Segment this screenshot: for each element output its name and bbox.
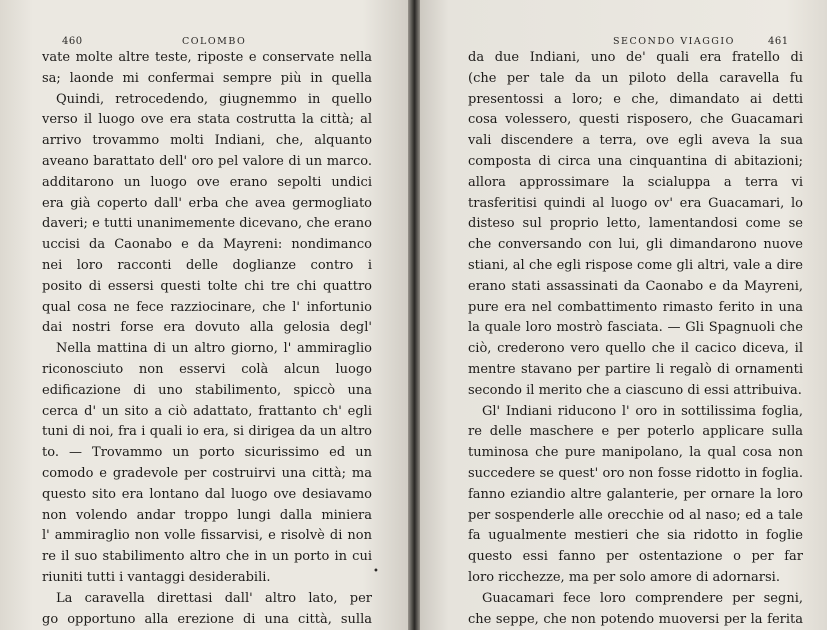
text-line: cerca d' un sito a ciò adattato, frattanto ch' egli: [42, 403, 372, 419]
text-line: trasferitisi quindi al luogo ov' era Guacamari, lo: [468, 195, 803, 211]
text-line: riuniti tutti i vantaggi desiderabili.: [42, 569, 271, 585]
left-running-head: COLOMBO: [182, 36, 247, 47]
text-line: che seppe, che non potendo muoversi per la ferita: [468, 611, 803, 627]
text-line: re delle maschere e per poterlo applicare sulla: [468, 424, 803, 440]
left-page-body: [42, 48, 372, 630]
text-line: qual cosa ne fece razziocinare, che l' infortunio: [42, 299, 372, 315]
text-line: non volendo andar troppo lungi dalla miniera: [42, 507, 372, 523]
text-line: sa; laonde mi confermai sempre più in quella: [42, 70, 372, 86]
text-line: go opportuno alla erezione di una città, sulla: [42, 611, 372, 627]
text-line: cosa volessero, questi risposero, che Guacamari: [468, 112, 803, 128]
text-line: (che per tale da un piloto della caravella fu: [468, 70, 803, 86]
text-line: Gl' Indiani riducono l' oro in sottilissima foglia,: [482, 403, 803, 419]
book-gutter: [408, 0, 420, 630]
text-line: mentre stavano per partire li regalò di ornamenti: [468, 361, 803, 377]
text-line: comodo e gradevole per costruirvi una città; ma: [42, 465, 372, 481]
text-line: stiani, al che egli rispose come gli altri, vale a dire: [468, 257, 803, 273]
text-line: secondo il merito che a ciascuno di essi attribuiva.: [468, 382, 802, 398]
text-line: re il suo stabilimento altro che in un porto in cui: [42, 549, 372, 565]
text-line: verso il luogo ove era stata costrutta la città; al: [42, 112, 372, 128]
text-line: questo essi fanno per ostentazione o per far: [468, 549, 803, 565]
right-page-body: [468, 48, 803, 630]
text-line: che conversando con lui, gli dimandarono nuove: [468, 237, 803, 253]
right-page: [416, 0, 827, 630]
text-line: tuni di noi, fra i quali io era, si dirigea da un altro: [42, 424, 372, 440]
text-line: tuminosa che pure manipolano, la qual cosa non: [468, 445, 803, 461]
text-line: ciò, crederono vero quello che il cacico diceva, il: [468, 341, 803, 357]
text-line: vate molte altre teste, riposte e conservate nella: [42, 50, 372, 65]
left-page-number: 460: [62, 36, 83, 47]
text-line: riconosciuto non esservi colà alcun luogo: [42, 361, 372, 377]
text-line: allora approssimare la scialuppa a terra vi: [468, 174, 803, 190]
right-running-head: SECONDO VIAGGIO: [613, 36, 735, 47]
text-line: vali discendere a terra, ove egli aveva la sua: [468, 133, 803, 149]
text-line: loro ricchezze, ma per solo amore di adornarsi.: [468, 569, 780, 585]
text-line: nei loro racconti delle doglianze contro i: [42, 257, 372, 273]
text-line: La caravella direttasi dall' altro lato, per: [56, 590, 372, 606]
text-line: dai nostri forse era dovuto alla gelosia degl': [42, 320, 372, 336]
text-line: edificazione di uno stabilimento, spiccò una: [42, 382, 372, 398]
text-line: questo sito era lontano dal luogo ove desiavamo: [42, 486, 372, 502]
text-line: l' ammiraglio non volle fissarvisi, e risolvè di non: [42, 528, 372, 544]
text-line: aveano barattato dell' oro pel valore di un marco.: [42, 153, 372, 169]
text-line: Quindi, retrocedendo, giugnemmo in quello: [56, 91, 372, 107]
text-line: presentossi a loro; e che, dimandato ai detti: [468, 91, 803, 107]
text-line: la quale loro mostrò fasciata. — Gli Spagnuoli che: [468, 320, 803, 336]
text-line: to. — Trovammo un porto sicurissimo ed un: [42, 445, 372, 461]
text-line: daveri; e tutti unanimemente dicevano, che erano: [42, 216, 372, 232]
text-line: da due Indiani, uno de' quali era fratello di: [468, 50, 803, 65]
text-line: arrivo trovammo molti Indiani, che, alquanto: [42, 133, 372, 149]
text-line: erano stati assassinati da Caonabo e da Mayreni,: [468, 278, 803, 294]
text-line: Guacamari fece loro comprendere per segni,: [482, 590, 803, 606]
text-line: pure era nel combattimento rimasto ferito in una: [468, 299, 803, 315]
text-line: additarono un luogo ove erano sepolti undici: [42, 174, 372, 190]
text-line: fa ugualmente mestieri che sia ridotto in foglie: [468, 528, 803, 544]
gutter-mark: •: [373, 566, 379, 577]
right-page-number: 461: [768, 36, 789, 47]
text-line: era già coperto dall' erba che avea germogliato: [42, 195, 372, 211]
text-line: uccisi da Caonabo e da Mayreni: nondimanco: [42, 237, 372, 253]
text-line: per sospenderle alle orecchie od al naso; ed a tale: [468, 507, 803, 523]
left-page: [0, 0, 412, 630]
text-line: Nella mattina di un altro giorno, l' ammiraglio: [56, 341, 372, 357]
text-line: succedere se quest' oro non fosse ridotto in foglia.: [468, 465, 803, 481]
text-line: composta di circa una cinquantina di abitazioni;: [468, 153, 803, 169]
text-line: disteso sul proprio letto, lamentandosi come se: [468, 216, 803, 232]
text-line: posito di essersi questi tolte chi tre chi quattro: [42, 278, 372, 294]
text-line: fanno eziandio altre galanterie, per ornare la loro: [468, 486, 803, 502]
